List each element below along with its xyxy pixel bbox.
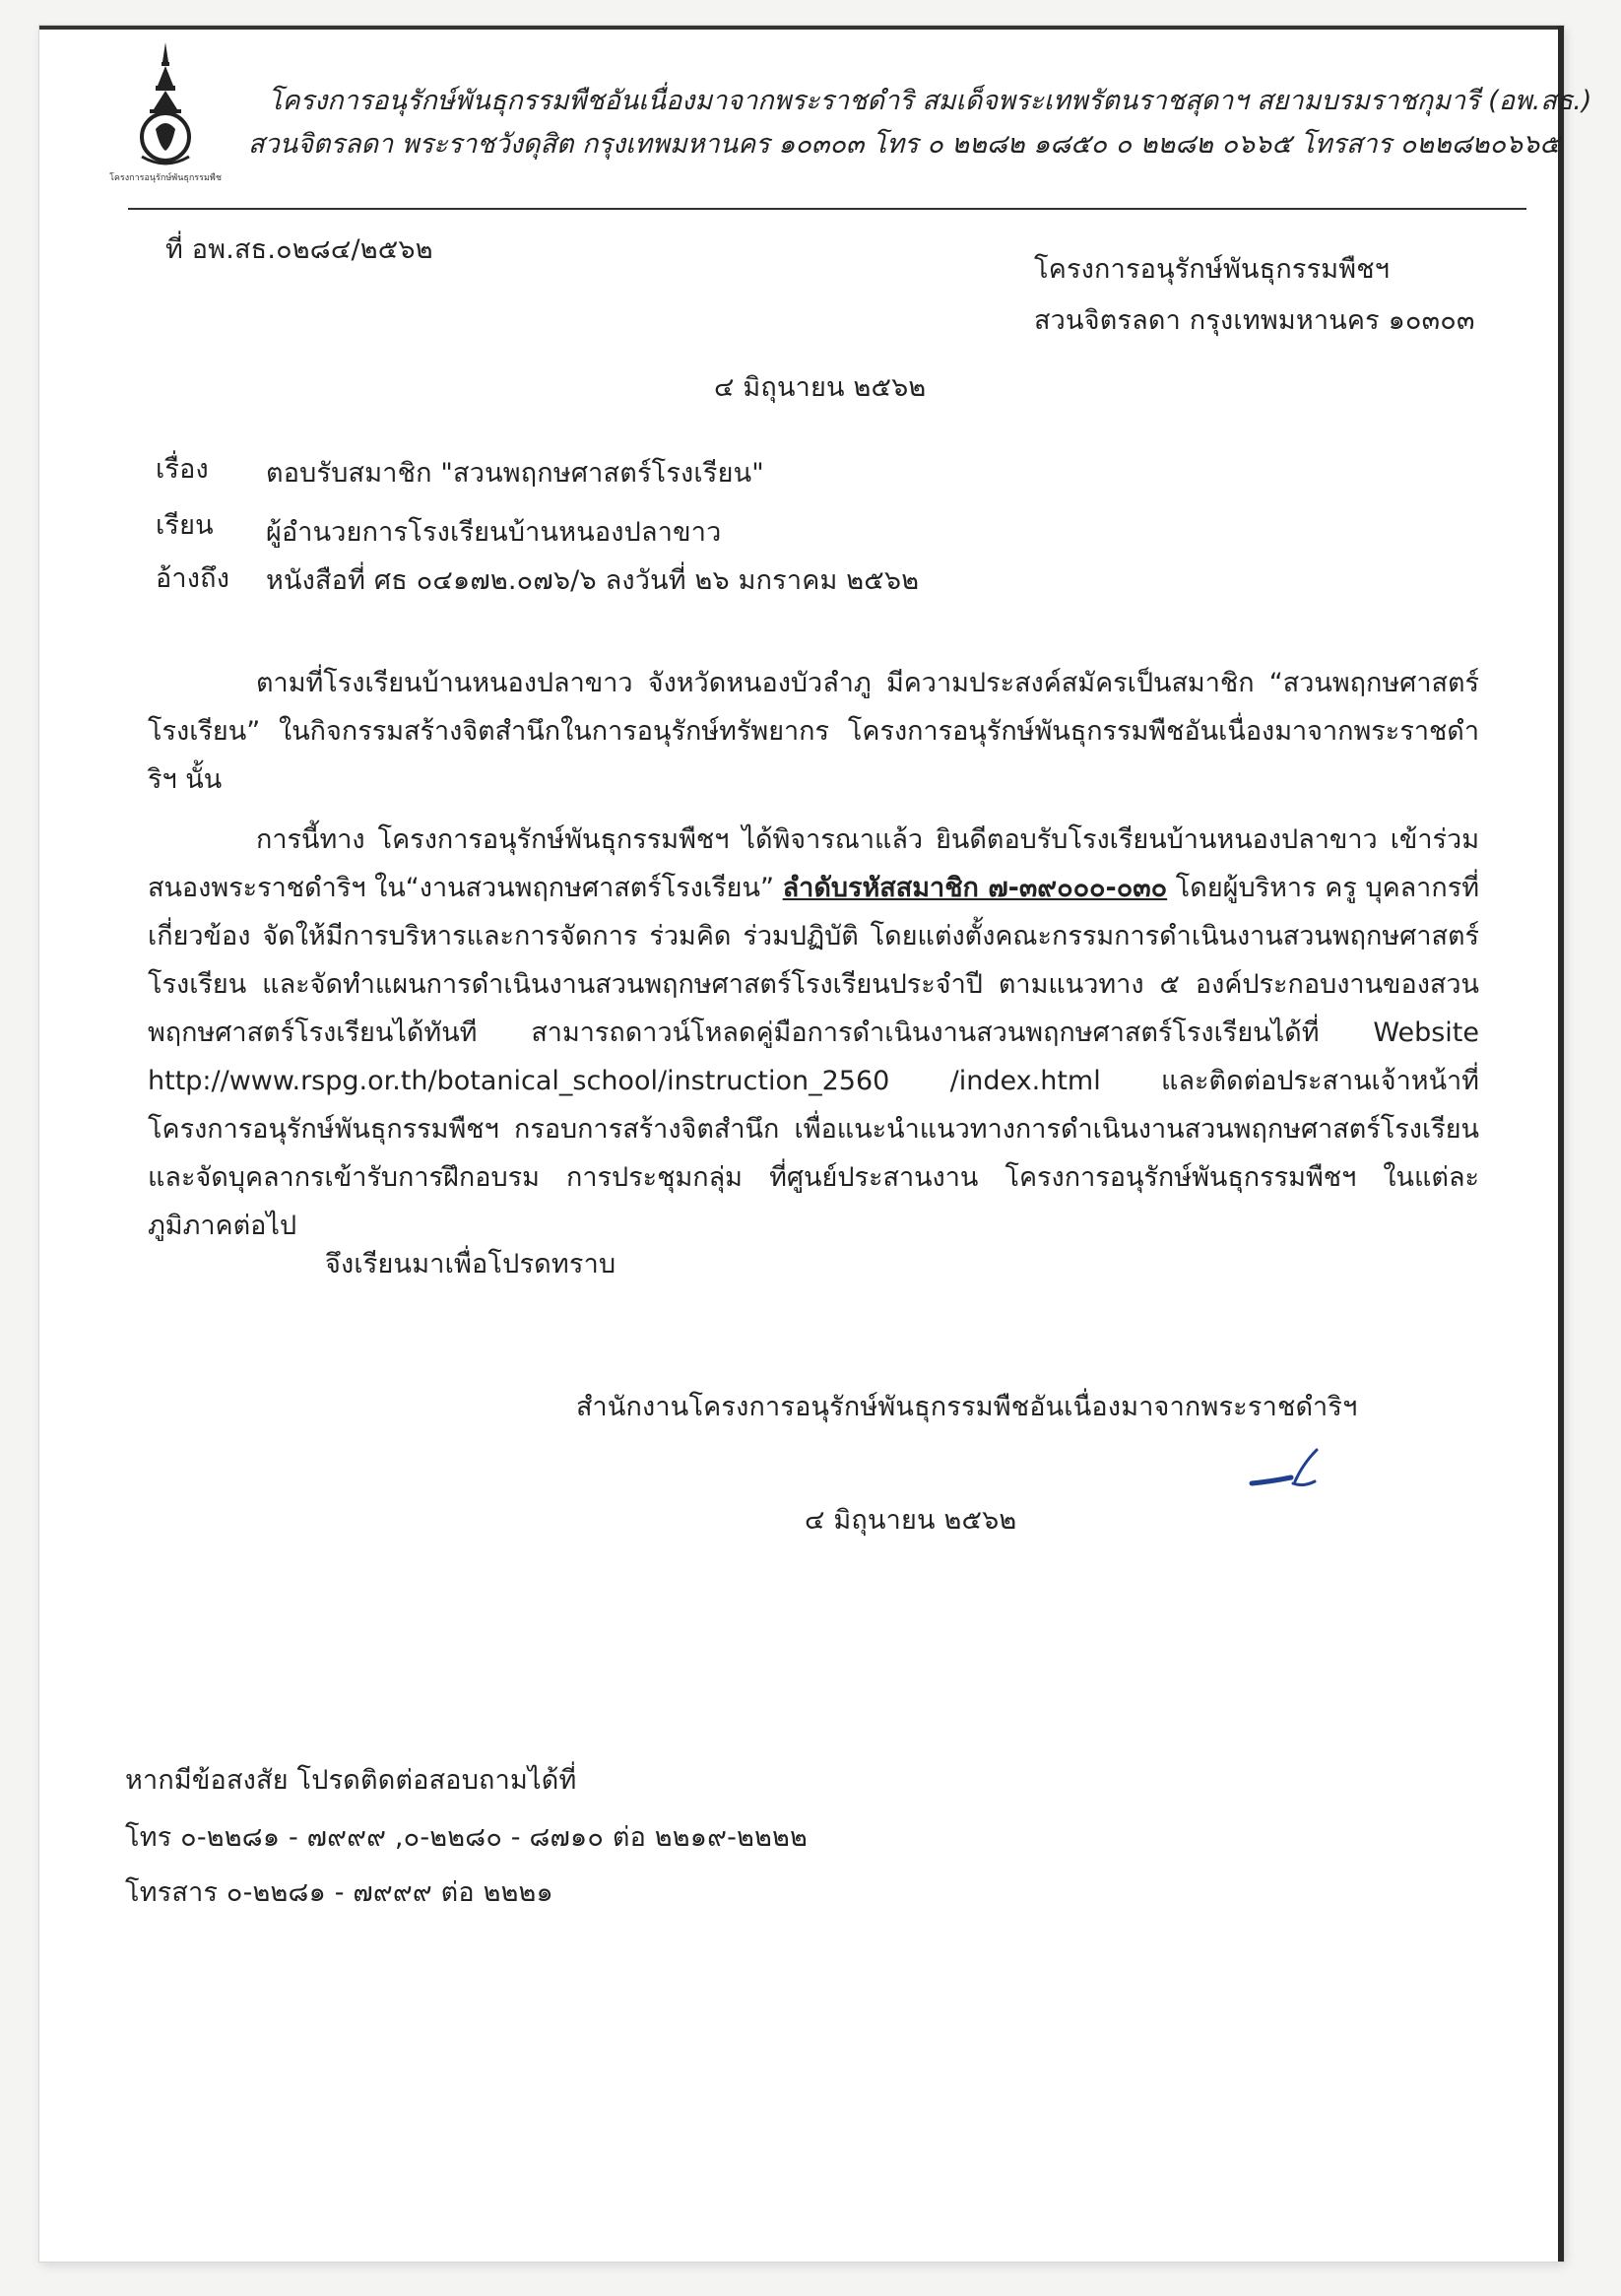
- recipient-label: เรียน: [156, 510, 214, 541]
- header-line-1: โครงการอนุรักษ์พันธุกรรมพืชอันเนื่องมาจากพระราชดำริ สมเด็จพระเทพรัตนราชสุดาฯ สยามบรมราชกุมารี (อพ.สธ.): [268, 86, 1592, 116]
- body-paragraph-2-intro: การนี้ทาง โครงการอนุรักษ์พันธุกรรมพืชฯ ได้พิจารณาแล้ว ยินดีตอบรับโรงเรียนบ้านหนองปลาขาว เข้าร่วมสนองพระราชดำริฯ ใน“งานสวนพฤกษศาสตร์โรงเรียน”: [148, 824, 1479, 903]
- scan-edge-top: [39, 26, 1564, 30]
- header-line-2: สวนจิตรลดา พระราชวังดุสิต กรุงเทพมหานคร ๑๐๓๐๓ โทร ๐ ๒๒๘๒ ๑๘๕๐ ๐ ๒๒๘๒ ๐๖๖๕ โทรสาร ๐๒๒๘๒๐๖๖๕: [248, 129, 1560, 160]
- contact-intro: หากมีข้อสงสัย โปรดติดต่อสอบถามได้ที่: [125, 1765, 577, 1796]
- sender-org-line-1: โครงการอนุรักษ์พันธุกรรมพืชฯ: [1034, 254, 1391, 285]
- header-divider: [128, 208, 1526, 210]
- scan-edge-right: [1558, 26, 1564, 2262]
- signature-mark: [1246, 1444, 1325, 1493]
- signing-date: ๔ มิถุนายน ๒๕๖๒: [805, 1505, 1017, 1536]
- document-number: ที่ อพ.สธ.๐๒๘๔/๒๕๖๒: [165, 234, 433, 265]
- royal-emblem-icon: [109, 40, 222, 188]
- letter-page: [39, 26, 1592, 2262]
- recipient-text: ผู้อำนวยการโรงเรียนบ้านหนองปลาขาว: [266, 517, 722, 548]
- body-paragraph-2: [148, 816, 1479, 1250]
- reference-label: อ้างถึง: [156, 563, 230, 594]
- signing-office: สำนักงานโครงการอนุรักษ์พันธุกรรมพืชอันเนื่องมาจากพระราชดำริฯ: [576, 1392, 1358, 1422]
- closing-line: จึงเรียนมาเพื่อโปรดทราบ: [325, 1249, 616, 1279]
- letter-date: ๔ มิถุนายน ๒๕๖๒: [714, 372, 927, 403]
- contact-phone: โทร ๐-๒๒๘๑ - ๗๙๙๙ ,๐-๒๒๘๐ - ๘๗๑๐ ต่อ ๒๒๑๙-๒๒๒๒: [125, 1822, 809, 1853]
- subject-label: เรื่อง: [156, 454, 209, 485]
- subject-text: ตอบรับสมาชิก "สวนพฤกษศาสตร์โรงเรียน": [266, 458, 764, 489]
- sender-org-line-2: สวนจิตรลดา กรุงเทพมหานคร ๑๐๓๐๓: [1034, 305, 1475, 336]
- body-paragraph-2-rest: โดยผู้บริหาร ครู บุคลากรที่เกี่ยวข้อง จัดให้มีการบริหารและการจัดการ ร่วมคิด ร่วมปฏิบัติ โดยแต่งตั้งคณะกรรมการดำเนินงานสวนพฤกษศาสตร์โรงเรียน และจัดทำแผนการดำเนินงานสวนพฤกษศาสตร์โรงเรียนประจำปี ตามแนวทาง ๕ องค์ประกอบงานของสวนพฤกษศาสตร์โรงเรียนได้ทันที สามารถดาวน์โหลดคู่มือการดำเนินงานสวนพฤกษศาสตร์โรงเรียนได้ที่ Website http://www.rspg.or.th/botanical_school/instruction_2560 /index.html และติดต่อประสานเจ้าหน้าที่ โครงการอนุรักษ์พันธุกรรมพืชฯ กรอบการสร้างจิตสำนึก เพื่อแนะนำแนวทางการดำเนินงานสวนพฤกษศาสตร์โรงเรียน และจัดบุคลากรเข้ารับการฝึกอบรม การประชุมกลุ่ม ที่ศูนย์ประสานงาน โครงการอนุรักษ์พันธุกรรมพืชฯ ในแต่ละภูมิภาคต่อไป: [148, 873, 1479, 1241]
- emblem-caption: โครงการอนุรักษ์พันธุกรรมพืช: [109, 173, 222, 183]
- contact-fax: โทรสาร ๐-๒๒๘๑ - ๗๙๙๙ ต่อ ๒๒๒๑: [125, 1877, 553, 1908]
- reference-text: หนังสือที่ ศธ ๐๔๑๗๒.๐๗๖/๖ ลงวันที่ ๒๖ มกราคม ๒๕๖๒: [266, 565, 920, 596]
- member-code: ลำดับรหัสสมาชิก ๗-๓๙๐๐๐-๐๓๐: [782, 873, 1168, 903]
- body-paragraph-1: ตามที่โรงเรียนบ้านหนองปลาขาว จังหวัดหนองบัวลำภู มีความประสงค์สมัครเป็นสมาชิก “สวนพฤกษศาสตร์โรงเรียน” ในกิจกรรมสร้างจิตสำนึกในการอนุรักษ์ทรัพยากร โครงการอนุรักษ์พันธุกรรมพืชอันเนื่องมาจากพระราชดำริฯ นั้น: [148, 668, 1479, 795]
